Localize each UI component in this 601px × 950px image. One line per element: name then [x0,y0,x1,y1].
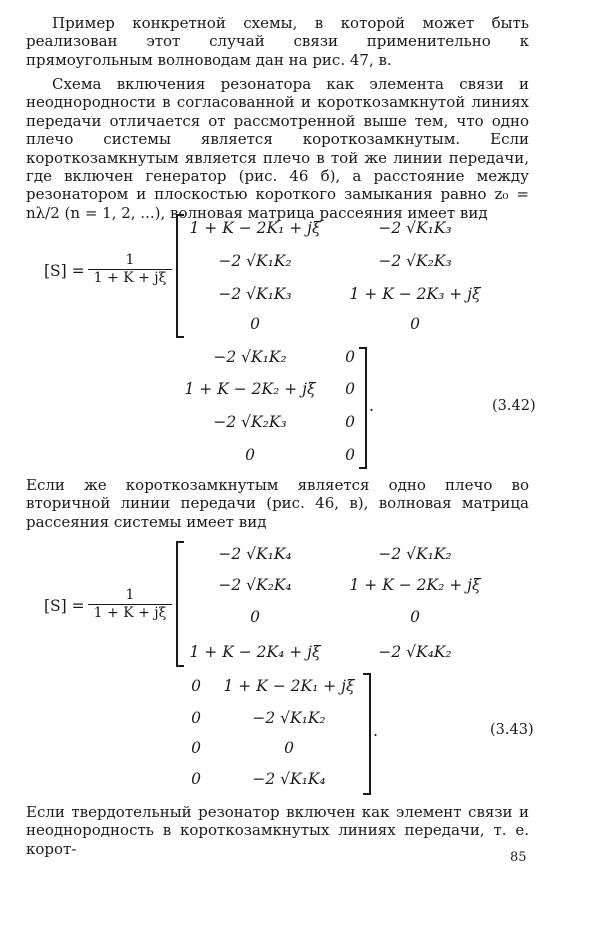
eq343-top-r1c1: −2 √K₁K₄ [218,545,292,563]
eq343-bot-r1c2: 1 + K − 2K₁ + jξ [223,677,355,695]
eq342-number: (3.42) [492,398,536,414]
eq343-denominator: 1 + K + jξ [88,604,172,621]
eq342-top-r3c1: −2 √K₁K₃ [218,285,292,303]
eq342-denominator: 1 + K + jξ [88,269,172,286]
eq343-bot-r1c1: 0 [191,677,201,695]
eq343-right-bracket [363,673,371,795]
eq343-top-r3c2: 0 [410,608,420,626]
eq342-bot-r3c2: 0 [345,413,355,431]
eq343-top-r1c2: −2 √K₁K₂ [378,545,452,563]
eq342-top-r3c2: 1 + K − 2K₃ + jξ [349,285,481,303]
eq342-lhs: [S] = [44,262,85,280]
paragraph-3 [26,476,529,531]
eq343-period: . [373,721,379,740]
eq342-top-r2c2: −2 √K₂K₃ [378,252,452,270]
eq343-lhs: [S] = [44,597,85,615]
eq343-top-r4c1: 1 + K − 2K₄ + jξ [189,643,321,661]
eq343-fraction [88,587,172,621]
eq343-number: (3.43) [490,722,534,738]
eq342-bot-r1c1: −2 √K₁K₂ [213,348,287,366]
eq342-period: . [369,396,375,415]
eq342-bot-r3c1: −2 √K₂K₃ [213,413,287,431]
eq343-bot-r3c2: 0 [284,739,294,757]
eq342-top-r4c2: 0 [410,315,420,333]
eq342-fraction [88,252,172,286]
paragraph-1-text: Пример конкретной схемы, в которой может быть реализован этот случай связи применительно к прямоугольным волноводам дан на рис. 47, в. [26,14,529,69]
paragraph-2-text: Схема включения резонатора как элемента связи и неоднородности в согласованной и короткозамкнутой линиях передачи отличается от рассмотренной выше тем, что одно плечо системы является короткозамкнутым. Если короткозамкнутым является плечо в той же линии передачи, где включен генератор (рис. 46 б), а расстояние между резонатором и плоскостью короткого замыкания равно z₀ = nλ/2 (n = 1, 2, ...), волновая матрица рассеяния имеет вид [26,75,529,222]
eq342-bot-r1c2: 0 [345,348,355,366]
eq342-left-bracket [176,214,184,338]
eq343-left-bracket [176,541,184,667]
paragraph-3-text: Если же короткозамкнутым является одно плечо во вторичной линии передачи (рис. 46, в), волновая матрица рассеяния системы имеет вид [26,476,529,531]
eq343-numerator: 1 [125,587,135,603]
eq342-right-bracket [359,347,367,469]
eq343-top-r4c2: −2 √K₄K₂ [378,643,452,661]
paragraph-2 [26,75,529,222]
paragraph-4 [26,803,529,858]
eq343-bot-r3c1: 0 [191,739,201,757]
eq342-top-r1c1: 1 + K − 2K₁ + jξ [189,219,321,237]
eq342-numerator: 1 [125,252,135,268]
paragraph-4-text: Если твердотельный резонатор включен как элемент связи и неоднородность в короткозамкнутых линиях передачи, т. е. корот- [26,803,529,858]
eq342-top-r4c1: 0 [250,315,260,333]
eq342-top-r2c1: −2 √K₁K₂ [218,252,292,270]
eq342-bot-r2c1: 1 + K − 2K₂ + jξ [184,380,316,398]
eq343-top-r3c1: 0 [250,608,260,626]
eq342-top-r1c2: −2 √K₁K₃ [378,219,452,237]
eq343-bot-r4c2: −2 √K₁K₄ [252,770,326,788]
page-number: 85 [510,850,527,865]
paragraph-1 [26,14,529,69]
eq343-bot-r2c1: 0 [191,709,201,727]
eq342-bot-r2c2: 0 [345,380,355,398]
eq343-top-r2c1: −2 √K₂K₄ [218,576,292,594]
eq342-bot-r4c1: 0 [245,446,255,464]
eq343-top-r2c2: 1 + K − 2K₂ + jξ [349,576,481,594]
eq343-bot-r2c2: −2 √K₁K₂ [252,709,326,727]
eq342-bot-r4c2: 0 [345,446,355,464]
eq343-bot-r4c1: 0 [191,770,201,788]
